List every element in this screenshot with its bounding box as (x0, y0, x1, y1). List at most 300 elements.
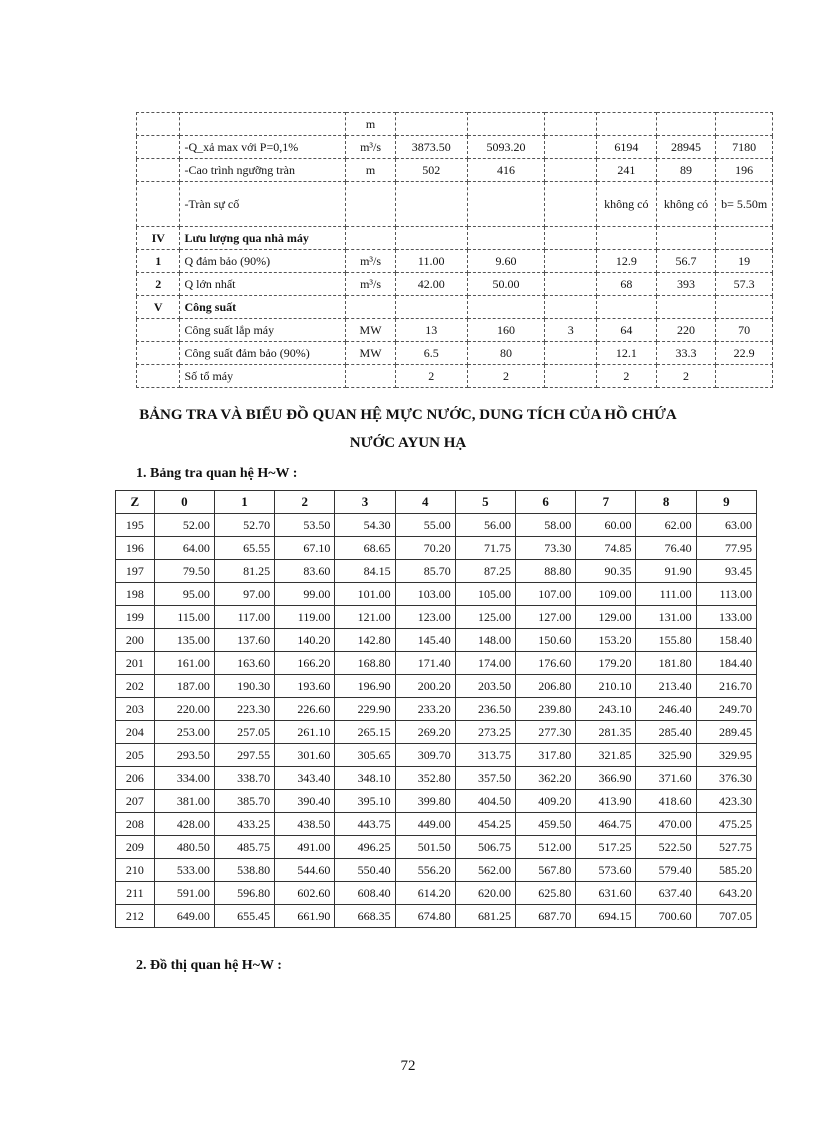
spec-cell (467, 182, 545, 227)
spec-cell: 196 (716, 159, 773, 182)
volume-cell: 464.75 (576, 813, 636, 836)
table-row (116, 698, 757, 721)
volume-cell: 301.60 (275, 744, 335, 767)
table-row (116, 652, 757, 675)
spec-cell: không có (597, 182, 657, 227)
volume-cell: 694.15 (576, 905, 636, 928)
spec-cell (395, 113, 467, 136)
volume-cell: 261.10 (275, 721, 335, 744)
volume-cell: 99.00 (275, 583, 335, 606)
column-header: 2 (275, 491, 335, 514)
spec-cell: Công suất lắp máy (180, 319, 346, 342)
spec-cell: 3873.50 (395, 136, 467, 159)
elevation-cell: 195 (116, 514, 155, 537)
spec-cell: 64 (597, 319, 657, 342)
column-header: 8 (636, 491, 696, 514)
spec-cell (180, 113, 346, 136)
volume-cell: 200.20 (395, 675, 455, 698)
spec-cell (656, 113, 716, 136)
spec-cell: 50.00 (467, 273, 545, 296)
volume-cell: 506.75 (455, 836, 515, 859)
volume-cell: 329.95 (696, 744, 756, 767)
spec-row (137, 250, 773, 273)
elevation-cell: 199 (116, 606, 155, 629)
column-header: 0 (154, 491, 214, 514)
volume-cell: 54.30 (335, 514, 395, 537)
spec-cell: 3 (545, 319, 597, 342)
spec-row (137, 296, 773, 319)
volume-cell: 150.60 (516, 629, 576, 652)
volume-cell: 79.50 (154, 560, 214, 583)
column-header: 1 (214, 491, 274, 514)
volume-cell: 70.20 (395, 537, 455, 560)
volume-cell: 538.80 (214, 859, 274, 882)
volume-cell: 700.60 (636, 905, 696, 928)
volume-cell: 179.20 (576, 652, 636, 675)
spec-cell (597, 227, 657, 250)
spec-cell (137, 113, 180, 136)
volume-cell: 133.00 (696, 606, 756, 629)
volume-cell: 155.80 (636, 629, 696, 652)
volume-cell: 111.00 (636, 583, 696, 606)
volume-cell: 428.00 (154, 813, 214, 836)
spec-cell: 2 (597, 365, 657, 388)
table-row (116, 744, 757, 767)
volume-cell: 352.80 (395, 767, 455, 790)
elevation-cell: 209 (116, 836, 155, 859)
volume-cell: 480.50 (154, 836, 214, 859)
volume-cell: 90.35 (576, 560, 636, 583)
volume-cell: 223.30 (214, 698, 274, 721)
spec-cell: Công suất (180, 296, 346, 319)
volume-cell: 210.10 (576, 675, 636, 698)
elevation-cell: 196 (116, 537, 155, 560)
volume-cell: 129.00 (576, 606, 636, 629)
volume-cell: 362.20 (516, 767, 576, 790)
spec-cell: m³/s (346, 273, 396, 296)
spec-cell: -Cao trình ngưỡng tràn (180, 159, 346, 182)
spec-cell: m (346, 159, 396, 182)
volume-cell: 602.60 (275, 882, 335, 905)
spec-cell: 42.00 (395, 273, 467, 296)
spec-cell (716, 365, 773, 388)
elevation-cell: 211 (116, 882, 155, 905)
volume-cell: 343.40 (275, 767, 335, 790)
volume-cell: 313.75 (455, 744, 515, 767)
elevation-cell: 210 (116, 859, 155, 882)
volume-cell: 253.00 (154, 721, 214, 744)
volume-cell: 137.60 (214, 629, 274, 652)
spec-cell (137, 159, 180, 182)
volume-cell: 390.40 (275, 790, 335, 813)
volume-cell: 687.70 (516, 905, 576, 928)
volume-cell: 285.40 (636, 721, 696, 744)
volume-cell: 527.75 (696, 836, 756, 859)
volume-cell: 399.80 (395, 790, 455, 813)
volume-cell: 163.60 (214, 652, 274, 675)
spec-cell: 70 (716, 319, 773, 342)
volume-cell: 608.40 (335, 882, 395, 905)
spec-cell: 5093.20 (467, 136, 545, 159)
spec-cell: m³/s (346, 136, 396, 159)
volume-cell: 533.00 (154, 859, 214, 882)
volume-cell: 67.10 (275, 537, 335, 560)
spec-cell (346, 227, 396, 250)
column-header: 6 (516, 491, 576, 514)
volume-cell: 317.80 (516, 744, 576, 767)
elevation-cell: 203 (116, 698, 155, 721)
volume-cell: 176.60 (516, 652, 576, 675)
table-row (116, 537, 757, 560)
spec-cell: 22.9 (716, 342, 773, 365)
spec-cell (467, 227, 545, 250)
volume-cell: 203.50 (455, 675, 515, 698)
volume-cell: 190.30 (214, 675, 274, 698)
volume-cell: 97.00 (214, 583, 274, 606)
volume-cell: 334.00 (154, 767, 214, 790)
column-header: 4 (395, 491, 455, 514)
volume-cell: 148.00 (455, 629, 515, 652)
volume-cell: 60.00 (576, 514, 636, 537)
volume-cell: 233.20 (395, 698, 455, 721)
spec-cell (137, 365, 180, 388)
spec-cell: 160 (467, 319, 545, 342)
spec-cell: 68 (597, 273, 657, 296)
volume-cell: 88.80 (516, 560, 576, 583)
spec-cell (395, 227, 467, 250)
volume-cell: 385.70 (214, 790, 274, 813)
table-row (116, 514, 757, 537)
volume-cell: 123.00 (395, 606, 455, 629)
volume-cell: 381.00 (154, 790, 214, 813)
spec-cell (597, 296, 657, 319)
volume-cell: 591.00 (154, 882, 214, 905)
volume-cell: 485.75 (214, 836, 274, 859)
spec-cell: 11.00 (395, 250, 467, 273)
volume-cell: 454.25 (455, 813, 515, 836)
volume-cell: 174.00 (455, 652, 515, 675)
volume-cell: 249.70 (696, 698, 756, 721)
page-number: 72 (400, 1058, 416, 1074)
volume-cell: 625.80 (516, 882, 576, 905)
spec-cell (545, 136, 597, 159)
spec-cell: 57.3 (716, 273, 773, 296)
volume-cell: 596.80 (214, 882, 274, 905)
spec-cell (545, 342, 597, 365)
spec-cell (137, 136, 180, 159)
column-header: 9 (696, 491, 756, 514)
volume-cell: 64.00 (154, 537, 214, 560)
volume-cell: 113.00 (696, 583, 756, 606)
volume-cell: 135.00 (154, 629, 214, 652)
volume-cell: 220.00 (154, 698, 214, 721)
volume-cell: 153.20 (576, 629, 636, 652)
volume-cell: 81.25 (214, 560, 274, 583)
elevation-cell: 207 (116, 790, 155, 813)
elevation-cell: 206 (116, 767, 155, 790)
volume-cell: 145.40 (395, 629, 455, 652)
volume-cell: 193.60 (275, 675, 335, 698)
volume-cell: 269.20 (395, 721, 455, 744)
volume-cell: 121.00 (335, 606, 395, 629)
table-row (116, 882, 757, 905)
spec-cell: 416 (467, 159, 545, 182)
volume-cell: 661.90 (275, 905, 335, 928)
section-2-heading: 2. Đồ thị quan hệ H~W : (136, 958, 282, 973)
volume-cell: 459.50 (516, 813, 576, 836)
volume-cell: 115.00 (154, 606, 214, 629)
volume-cell: 449.00 (395, 813, 455, 836)
elevation-cell: 200 (116, 629, 155, 652)
elevation-cell: 204 (116, 721, 155, 744)
spec-cell (716, 227, 773, 250)
elevation-cell: 212 (116, 905, 155, 928)
spec-cell (346, 182, 396, 227)
volume-cell: 246.40 (636, 698, 696, 721)
volume-cell: 236.50 (455, 698, 515, 721)
volume-cell: 631.60 (576, 882, 636, 905)
volume-cell: 366.90 (576, 767, 636, 790)
volume-cell: 289.45 (696, 721, 756, 744)
volume-cell: 413.90 (576, 790, 636, 813)
spec-cell (597, 113, 657, 136)
elevation-cell: 197 (116, 560, 155, 583)
volume-cell: 56.00 (455, 514, 515, 537)
volume-cell: 357.50 (455, 767, 515, 790)
table-row (116, 629, 757, 652)
volume-cell: 325.90 (636, 744, 696, 767)
spec-cell: 2 (395, 365, 467, 388)
volume-cell: 181.80 (636, 652, 696, 675)
volume-cell: 103.00 (395, 583, 455, 606)
volume-cell: 166.20 (275, 652, 335, 675)
volume-cell: 305.65 (335, 744, 395, 767)
volume-cell: 52.70 (214, 514, 274, 537)
volume-cell: 76.40 (636, 537, 696, 560)
volume-cell: 213.40 (636, 675, 696, 698)
spec-cell (395, 296, 467, 319)
spec-cell: 28945 (656, 136, 716, 159)
spec-cell: 6194 (597, 136, 657, 159)
volume-cell: 649.00 (154, 905, 214, 928)
spec-cell (545, 296, 597, 319)
spec-cell: 56.7 (656, 250, 716, 273)
volume-cell: 620.00 (455, 882, 515, 905)
spec-cell: 393 (656, 273, 716, 296)
spec-cell (656, 296, 716, 319)
spec-cell: 2 (467, 365, 545, 388)
volume-cell: 277.30 (516, 721, 576, 744)
volume-cell: 655.45 (214, 905, 274, 928)
spec-cell (137, 182, 180, 227)
volume-cell: 496.25 (335, 836, 395, 859)
elevation-cell: 202 (116, 675, 155, 698)
volume-cell: 161.00 (154, 652, 214, 675)
table-row (116, 836, 757, 859)
table-row (116, 859, 757, 882)
volume-cell: 637.40 (636, 882, 696, 905)
section-1-heading: 1. Bảng tra quan hệ H~W : (136, 466, 298, 481)
spec-cell (137, 319, 180, 342)
volume-cell: 376.30 (696, 767, 756, 790)
spec-cell: -Tràn sự cố (180, 182, 346, 227)
spec-row (137, 159, 773, 182)
table-row (116, 583, 757, 606)
spec-cell: Lưu lượng qua nhà máy (180, 227, 346, 250)
spec-cell: 6.5 (395, 342, 467, 365)
volume-cell: 668.35 (335, 905, 395, 928)
volume-cell: 68.65 (335, 537, 395, 560)
table-row (116, 606, 757, 629)
spec-row (137, 319, 773, 342)
volume-cell: 404.50 (455, 790, 515, 813)
spec-row (137, 342, 773, 365)
volume-cell: 573.60 (576, 859, 636, 882)
volume-cell: 321.85 (576, 744, 636, 767)
spec-row (137, 136, 773, 159)
spec-row (137, 113, 773, 136)
volume-cell: 438.50 (275, 813, 335, 836)
top-specs-table (136, 112, 773, 388)
spec-cell: 9.60 (467, 250, 545, 273)
volume-cell: 257.05 (214, 721, 274, 744)
spec-cell (346, 296, 396, 319)
volume-cell: 265.15 (335, 721, 395, 744)
volume-cell: 131.00 (636, 606, 696, 629)
volume-cell: 517.25 (576, 836, 636, 859)
volume-cell: 556.20 (395, 859, 455, 882)
volume-cell: 423.30 (696, 790, 756, 813)
volume-cell: 418.60 (636, 790, 696, 813)
volume-cell: 187.00 (154, 675, 214, 698)
volume-cell: 491.00 (275, 836, 335, 859)
spec-cell: 12.1 (597, 342, 657, 365)
volume-cell: 119.00 (275, 606, 335, 629)
spec-cell: m (346, 113, 396, 136)
volume-cell: 433.25 (214, 813, 274, 836)
volume-cell: 243.10 (576, 698, 636, 721)
volume-cell: 73.30 (516, 537, 576, 560)
volume-cell: 93.45 (696, 560, 756, 583)
volume-cell: 239.80 (516, 698, 576, 721)
column-header: Z (116, 491, 155, 514)
spec-cell (545, 250, 597, 273)
spec-cell (545, 159, 597, 182)
volume-cell: 84.15 (335, 560, 395, 583)
volume-cell: 614.20 (395, 882, 455, 905)
volume-cell: 643.20 (696, 882, 756, 905)
spec-cell: IV (137, 227, 180, 250)
spec-cell: 80 (467, 342, 545, 365)
spec-cell: 7180 (716, 136, 773, 159)
table-row (116, 813, 757, 836)
volume-cell: 55.00 (395, 514, 455, 537)
volume-cell: 74.85 (576, 537, 636, 560)
page-title-line2: NƯỚC AYUN HẠ (349, 435, 467, 451)
volume-cell: 579.40 (636, 859, 696, 882)
volume-cell: 281.35 (576, 721, 636, 744)
elevation-cell: 208 (116, 813, 155, 836)
spec-cell: MW (346, 319, 396, 342)
spec-cell (346, 365, 396, 388)
volume-cell: 109.00 (576, 583, 636, 606)
spec-cell (545, 227, 597, 250)
spec-cell: V (137, 296, 180, 319)
volume-cell: 562.00 (455, 859, 515, 882)
spec-cell: 2 (137, 273, 180, 296)
spec-cell: 241 (597, 159, 657, 182)
volume-cell: 158.40 (696, 629, 756, 652)
volume-cell: 142.80 (335, 629, 395, 652)
volume-cell: 338.70 (214, 767, 274, 790)
volume-cell: 101.00 (335, 583, 395, 606)
volume-cell: 184.40 (696, 652, 756, 675)
volume-cell: 229.90 (335, 698, 395, 721)
table-row (116, 675, 757, 698)
volume-cell: 544.60 (275, 859, 335, 882)
volume-cell: 674.80 (395, 905, 455, 928)
spec-cell (137, 342, 180, 365)
elevation-cell: 205 (116, 744, 155, 767)
spec-cell: Q lớn nhất (180, 273, 346, 296)
spec-cell: 13 (395, 319, 467, 342)
volume-cell: 168.80 (335, 652, 395, 675)
volume-cell: 707.05 (696, 905, 756, 928)
table-row (116, 721, 757, 744)
volume-cell: 522.50 (636, 836, 696, 859)
volume-cell: 127.00 (516, 606, 576, 629)
spec-cell: 19 (716, 250, 773, 273)
volume-cell: 140.20 (275, 629, 335, 652)
volume-cell: 63.00 (696, 514, 756, 537)
table-row (116, 905, 757, 928)
volume-cell: 409.20 (516, 790, 576, 813)
elevation-cell: 198 (116, 583, 155, 606)
spec-cell: Số tổ máy (180, 365, 346, 388)
spec-cell: không có (656, 182, 716, 227)
volume-cell: 550.40 (335, 859, 395, 882)
spec-cell: 1 (137, 250, 180, 273)
volume-cell: 105.00 (455, 583, 515, 606)
spec-row (137, 182, 773, 227)
spec-cell (545, 365, 597, 388)
volume-cell: 216.70 (696, 675, 756, 698)
volume-cell: 293.50 (154, 744, 214, 767)
spec-cell: Công suất đảm bảo (90%) (180, 342, 346, 365)
volume-cell: 83.60 (275, 560, 335, 583)
volume-cell: 77.95 (696, 537, 756, 560)
hw-lookup-table (115, 490, 757, 928)
column-header: 3 (335, 491, 395, 514)
volume-cell: 470.00 (636, 813, 696, 836)
spec-cell: -Q_xả max với P=0,1% (180, 136, 346, 159)
column-header: 7 (576, 491, 636, 514)
volume-cell: 512.00 (516, 836, 576, 859)
spec-cell (545, 273, 597, 296)
volume-cell: 297.55 (214, 744, 274, 767)
spec-cell (467, 296, 545, 319)
spec-cell: 33.3 (656, 342, 716, 365)
spec-cell (395, 182, 467, 227)
volume-cell: 226.60 (275, 698, 335, 721)
volume-cell: 206.80 (516, 675, 576, 698)
volume-cell: 475.25 (696, 813, 756, 836)
spec-cell (467, 113, 545, 136)
spec-cell: MW (346, 342, 396, 365)
volume-cell: 501.50 (395, 836, 455, 859)
volume-cell: 53.50 (275, 514, 335, 537)
volume-cell: 171.40 (395, 652, 455, 675)
